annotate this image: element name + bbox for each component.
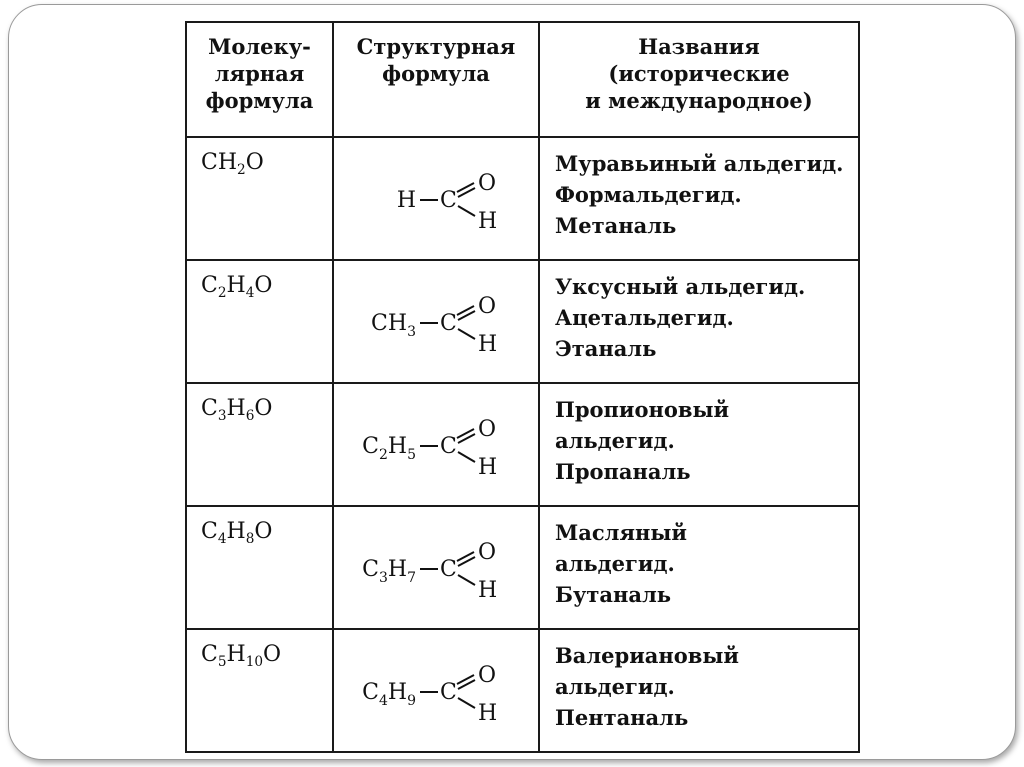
formula-part: O (254, 519, 273, 544)
formula-subscript: 2 (217, 284, 227, 301)
names-cell (539, 137, 859, 260)
compound-name: Уксусный альдегид. (555, 274, 806, 299)
formula-part: H (226, 273, 246, 298)
table-row (186, 383, 859, 506)
radical-subscript: 3 (407, 324, 416, 340)
slide-frame (8, 4, 1016, 760)
header-structural-formula (333, 22, 539, 137)
formula-part: O (254, 273, 273, 298)
formula-part: H (226, 519, 246, 544)
header-line: и международное) (585, 88, 813, 113)
formula-part: C (201, 642, 218, 667)
compound-name: Валериановый (555, 643, 739, 668)
table-row (186, 506, 859, 629)
table-row (186, 629, 859, 752)
double-bond (457, 306, 475, 320)
header-line: формула (205, 88, 314, 113)
radical-group (362, 434, 416, 463)
radical-group (371, 311, 416, 340)
double-bond (457, 552, 475, 566)
radical-part: H (387, 680, 408, 705)
hydrogen-atom: H (478, 332, 498, 357)
formula-subscript: 5 (217, 653, 227, 670)
hydrogen-atom: H (478, 455, 498, 480)
compound-name: Метаналь (555, 213, 677, 238)
table-row (186, 137, 859, 260)
radical-group (362, 680, 416, 709)
compound-name: альдегид. (555, 674, 675, 699)
molecular-formula-cell (186, 383, 333, 506)
carbonyl-carbon: C (440, 680, 457, 705)
compound-name: Бутаналь (555, 582, 672, 607)
radical-subscript: 4 (378, 693, 388, 709)
double-bond (457, 675, 475, 689)
structural-formula (334, 384, 540, 507)
double-bond (457, 183, 475, 197)
names-cell (539, 629, 859, 752)
radical-subscript: 7 (407, 570, 416, 586)
radical-part: H (387, 434, 408, 459)
formula-part: C (201, 273, 218, 298)
structural-formula (334, 138, 540, 261)
radical-part: C (362, 557, 379, 582)
table-header-row (186, 22, 859, 137)
compound-name: Ацетальдегид. (555, 305, 734, 330)
single-bond (458, 575, 475, 585)
formula-part: H (226, 642, 246, 667)
carbonyl-carbon: C (440, 434, 457, 459)
molecular-formula-cell (186, 260, 333, 383)
header-line: Структурная (356, 34, 516, 59)
radical-subscript: 3 (378, 570, 388, 586)
molecular-formula-cell (186, 629, 333, 752)
structural-formula-cell (333, 629, 539, 752)
formula-part: CH (201, 150, 238, 175)
radical-part: C (362, 434, 379, 459)
oxygen-atom: O (478, 417, 497, 442)
hydrogen-atom: H (478, 701, 498, 726)
single-bond (458, 206, 475, 216)
table-row (186, 260, 859, 383)
radical-part: C (362, 680, 379, 705)
formula-subscript: 8 (245, 530, 255, 547)
hydrogen-atom: H (478, 578, 498, 603)
single-bond (458, 452, 475, 462)
compound-name: Пропаналь (555, 459, 691, 484)
radical-part: CH (371, 311, 408, 336)
compound-name: Формальдегид. (555, 182, 742, 207)
hydrogen-atom: H (478, 209, 498, 234)
formula-part: O (263, 642, 282, 667)
radical-group (362, 557, 416, 586)
formula-part: O (254, 396, 273, 421)
formula-subscript: 6 (245, 407, 255, 424)
radical-subscript: 5 (407, 447, 416, 463)
header-line: Названия (638, 34, 760, 59)
header-names (539, 22, 859, 137)
oxygen-atom: O (478, 540, 497, 565)
header-line: (исторические (608, 61, 790, 86)
oxygen-atom: O (478, 663, 497, 688)
compound-name: альдегид. (555, 428, 675, 453)
formula-part: C (201, 519, 218, 544)
names-cell (539, 506, 859, 629)
compound-name: Пропионовый (555, 397, 730, 422)
names-cell (539, 260, 859, 383)
oxygen-atom: O (478, 294, 497, 319)
aldehydes-table (185, 21, 860, 753)
compound-name: Муравьиный альдегид. (555, 151, 844, 176)
carbonyl-carbon: C (440, 311, 457, 336)
structural-formula-cell (333, 260, 539, 383)
structural-formula (334, 261, 540, 384)
molecular-formula-cell (186, 137, 333, 260)
radical-part: H (396, 188, 416, 213)
header-line: формула (382, 61, 490, 86)
names-cell (539, 383, 859, 506)
formula-part: O (245, 150, 264, 175)
radical-subscript: 9 (407, 693, 416, 709)
structural-formula (334, 507, 540, 630)
oxygen-atom: O (478, 171, 497, 196)
radical-subscript: 2 (378, 447, 388, 463)
single-bond (458, 329, 475, 339)
structural-formula-cell (333, 137, 539, 260)
header-line: Молеку- (208, 34, 311, 59)
compound-name: Масляный (555, 520, 687, 545)
formula-subscript: 4 (245, 284, 255, 301)
formula-subscript: 2 (237, 161, 246, 178)
structural-formula (334, 630, 540, 753)
radical-group (397, 188, 416, 213)
formula-subscript: 4 (217, 530, 227, 547)
formula-part: H (226, 396, 246, 421)
formula-subscript: 3 (217, 407, 227, 424)
carbonyl-carbon: C (440, 188, 457, 213)
radical-part: H (387, 557, 408, 582)
carbonyl-carbon: C (440, 557, 457, 582)
single-bond (458, 698, 475, 708)
header-line: лярная (214, 61, 305, 86)
structural-formula-cell (333, 506, 539, 629)
compound-name: Пентаналь (555, 705, 689, 730)
double-bond (457, 429, 475, 443)
formula-part: C (201, 396, 218, 421)
formula-subscript: 10 (245, 653, 264, 670)
compound-name: альдегид. (555, 551, 675, 576)
header-molecular-formula (186, 22, 333, 137)
compound-name: Этаналь (555, 336, 657, 361)
structural-formula-cell (333, 383, 539, 506)
molecular-formula-cell (186, 506, 333, 629)
